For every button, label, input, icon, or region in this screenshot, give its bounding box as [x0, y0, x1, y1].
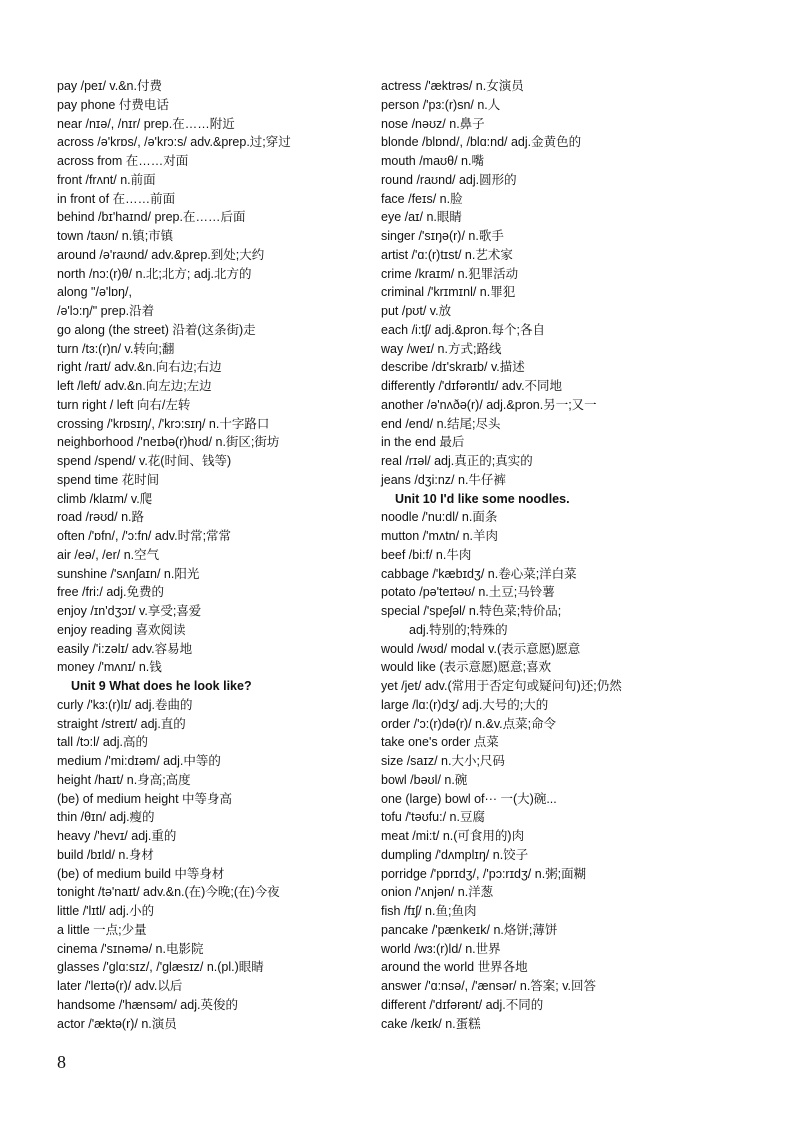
- vocab-entry: cinema /'sɪnəmə/ n.电影院: [57, 941, 204, 956]
- vocab-entry: jeans /dʒi:nz/ n.牛仔裤: [381, 472, 506, 487]
- vocab-entry: dumpling /'dʌmplɪŋ/ n.饺子: [381, 847, 529, 862]
- vocab-entry: large /lɑ:(r)dʒ/ adj.大号的;大的: [381, 697, 549, 712]
- vocab-entry: (be) of medium build 中等身材: [57, 866, 225, 881]
- vocab-entry: put /pʊt/ v.放: [381, 304, 452, 318]
- vocab-entry: heavy /'hevɪ/ adj.重的: [57, 829, 177, 843]
- vocab-entry: meat /mi:t/ n.(可食用的)肉: [381, 829, 525, 843]
- vocab-entry: enjoy /ɪn'dʒɔɪ/ v.享受;喜爱: [57, 604, 202, 618]
- vocab-entry: face /feɪs/ n.脸: [381, 191, 463, 206]
- page-number: 8: [57, 1052, 66, 1072]
- vocab-entry: nose /nəʊz/ n.鼻子: [381, 116, 485, 131]
- vocab-entry: town /taʊn/ n.镇;市镇: [57, 229, 174, 243]
- vocab-entry: actress /'æktrəs/ n.女演员: [381, 79, 524, 93]
- vocab-entry: end /end/ n.结尾;尽头: [381, 416, 501, 431]
- vocab-entry: porridge /'pɒrɪdʒ/, /'pɔ:rɪdʒ/ n.粥;面糊: [381, 866, 587, 881]
- vocab-entry: yet /jet/ adv.(常用于否定句或疑问句)还;仍然: [381, 679, 622, 693]
- vocab-entry: pancake /'pænkeɪk/ n.烙饼;薄饼: [381, 922, 558, 937]
- vocab-entry: one (large) bowl of··· 一(大)碗...: [381, 791, 557, 806]
- vocab-entry: pay /peɪ/ v.&n.付费: [57, 79, 162, 93]
- vocab-entry: fish /fɪʃ/ n.鱼;鱼肉: [381, 904, 477, 918]
- vocab-entry: onion /'ʌnjən/ n.洋葱: [381, 885, 494, 900]
- vocab-entry: sunshine /'sʌnʃaɪn/ n.阳光: [57, 566, 200, 581]
- vocab-entry: would like (表示意愿)愿意;喜欢: [381, 660, 552, 675]
- vocab-entry: often /'ɒfn/, /'ɔ:fn/ adv.时常;常常: [57, 529, 232, 543]
- vocab-entry: blonde /blɒnd/, /blɑ:nd/ adj.金黄色的: [381, 135, 582, 150]
- vocab-entry: world /wɜ:(r)ld/ n.世界: [381, 941, 501, 956]
- vocab-entry: bowl /bəʊl/ n.碗: [381, 772, 468, 787]
- vocab-entry: each /i:tʃ/ adj.&pron.每个;各自: [381, 322, 545, 337]
- vocab-entry: cake /keɪk/ n.蛋糕: [381, 1016, 481, 1031]
- vocab-entry: actor /'æktə(r)/ n.演员: [57, 1016, 177, 1031]
- vocab-entry: across /ə'krɒs/, /ə'krɔ:s/ adv.&prep.过;穿过: [57, 135, 291, 150]
- vocab-entry: tall /tɔ:l/ adj.高的: [57, 735, 148, 750]
- vocab-entry: around the world 世界各地: [381, 960, 528, 975]
- vocab-entry: curly /'kɜ:(r)lɪ/ adj.卷曲的: [57, 697, 193, 712]
- vocab-entry: crime /kraɪm/ n.犯罪活动: [381, 266, 519, 281]
- vocab-entry: eye /aɪ/ n.眼睛: [381, 210, 462, 225]
- vocab-entry: across from 在……对面: [57, 154, 189, 168]
- vocab-entry: cabbage /'kæbɪdʒ/ n.卷心菜;洋白菜: [381, 566, 577, 581]
- vocab-entry: person /'pɜ:(r)sn/ n.人: [381, 97, 501, 112]
- vocab-entry: spend /spend/ v.花(时间、钱等): [57, 454, 232, 468]
- vocab-entry: build /bɪld/ n.身材: [57, 847, 154, 862]
- right-column: [381, 77, 781, 1033]
- vocab-entry: along "/ə'lɒŋ/,: [57, 285, 132, 300]
- vocab-entry: take one's order 点菜: [381, 735, 499, 750]
- vocab-entry: mutton /'mʌtn/ n.羊肉: [381, 529, 499, 543]
- vocab-entry: handsome /'hænsəm/ adj.英俊的: [57, 997, 238, 1012]
- vocab-entry: money /'mʌnɪ/ n.钱: [57, 660, 162, 675]
- vocab-entry: front /frʌnt/ n.前面: [57, 172, 156, 187]
- vocab-entry: answer /'ɑ:nsə/, /'ænsər/ n.答案; v.回答: [381, 979, 597, 993]
- vocab-entry: describe /dɪ'skraɪb/ v.描述: [381, 360, 525, 375]
- vocab-entry: in the end 最后: [381, 435, 465, 450]
- vocab-entry: adj.特别的;特殊的: [409, 622, 508, 637]
- vocab-entry: artist /'ɑ:(r)tɪst/ n.艺术家: [381, 247, 513, 262]
- vocab-entry: free /fri:/ adj.免费的: [57, 585, 164, 600]
- vocab-entry: singer /'sɪŋə(r)/ n.歌手: [381, 229, 504, 243]
- vocab-entry: turn right / left 向右/左转: [57, 397, 191, 412]
- vocab-entry: special /'speʃəl/ n.特色菜;特价品;: [381, 604, 562, 618]
- vocab-entry: around /ə'raʊnd/ adv.&prep.到处;大约: [57, 247, 265, 262]
- vocab-entry: medium /'mi:dɪəm/ adj.中等的: [57, 754, 221, 768]
- vocab-entry: crossing /'krɒsɪŋ/, /'krɔ:sɪŋ/ n.十字路口: [57, 416, 270, 431]
- vocab-entry: (be) of medium height 中等身高: [57, 791, 233, 806]
- vocab-entry: another /ə'nʌðə(r)/ adj.&pron.另一;又一: [381, 397, 597, 412]
- vocab-entry: left /left/ adv.&n.向左边;左边: [57, 379, 212, 393]
- vocab-entry: enjoy reading 喜欢阅读: [57, 622, 186, 637]
- vocab-entry: later /'leɪtə(r)/ adv.以后: [57, 979, 183, 993]
- vocab-entry: real /rɪəl/ adj.真正的;真实的: [381, 454, 533, 468]
- vocab-entry: easily /'i:zəlɪ/ adv.容易地: [57, 641, 193, 656]
- vocab-entry: north /nɔ:(r)θ/ n.北;北方; adj.北方的: [57, 266, 252, 281]
- vocab-entry: near /nɪə/, /nɪr/ prep.在……附近: [57, 116, 235, 131]
- vocab-entry: thin /θɪn/ adj.瘦的: [57, 810, 155, 825]
- vocab-entry: round /raʊnd/ adj.圆形的: [381, 172, 517, 187]
- vocab-entry: behind /bɪ'haɪnd/ prep.在……后面: [57, 210, 246, 225]
- vocab-entry: height /haɪt/ n.身高;高度: [57, 772, 191, 787]
- vocab-entry: size /saɪz/ n.大小;尺码: [381, 754, 505, 768]
- vocab-entry: mouth /maʊθ/ n.嘴: [381, 154, 484, 168]
- vocab-entry: climb /klaɪm/ v.爬: [57, 491, 153, 506]
- vocab-entry: turn /tɜ:(r)n/ v.转向;翻: [57, 341, 175, 356]
- vocab-entry: air /eə/, /er/ n.空气: [57, 547, 160, 562]
- vocab-entry: beef /bi:f/ n.牛肉: [381, 547, 472, 562]
- vocab-entry: glasses /'glɑ:sɪz/, /'glæsɪz/ n.(pl.)眼睛: [57, 960, 264, 975]
- vocab-entry: neighborhood /'neɪbə(r)hʊd/ n.街区;街坊: [57, 435, 280, 450]
- vocab-entry: go along (the street) 沿着(这条街)走: [57, 322, 256, 337]
- vocab-entry: criminal /'krɪmɪnl/ n.罪犯: [381, 285, 516, 300]
- vocab-entry: in front of 在……前面: [57, 191, 176, 206]
- vocab-entry: differently /'dɪfərəntlɪ/ adv.不同地: [381, 379, 563, 393]
- unit-heading: Unit 9 What does he look like?: [71, 679, 252, 693]
- vocab-entry: spend time 花时间: [57, 472, 160, 487]
- vocab-entry: order /'ɔ:(r)də(r)/ n.&v.点菜;命令: [381, 716, 557, 731]
- vocab-entry: different /'dɪfərənt/ adj.不同的: [381, 997, 544, 1012]
- vocab-entry: potato /pə'teɪtəʊ/ n.土豆;马铃薯: [381, 585, 555, 600]
- vocab-entry: noodle /'nu:dl/ n.面条: [381, 510, 498, 525]
- vocab-entry: way /weɪ/ n.方式;路线: [381, 341, 502, 356]
- vocab-entry: tonight /tə'naɪt/ adv.&n.(在)今晚;(在)今夜: [57, 885, 280, 900]
- vocab-entry: road /rəʊd/ n.路: [57, 510, 145, 525]
- vocab-entry: pay phone 付费电话: [57, 97, 169, 112]
- vocab-entry: right /raɪt/ adv.&n.向右边;右边: [57, 360, 222, 375]
- vocab-entry: a little 一点;少量: [57, 922, 147, 937]
- vocab-entry: tofu /'təʊfu:/ n.豆腐: [381, 810, 485, 825]
- vocab-entry: little /'lɪtl/ adj.小的: [57, 904, 155, 918]
- vocab-entry: straight /streɪt/ adj.直的: [57, 716, 186, 731]
- vocab-entry: /ə'lɔ:ŋ/" prep.沿着: [57, 304, 155, 318]
- vocab-entry: would /wʊd/ modal v.(表示意愿)愿意: [381, 641, 581, 656]
- left-column: [57, 77, 377, 1033]
- unit-heading: Unit 10 I'd like some noodles.: [395, 491, 570, 506]
